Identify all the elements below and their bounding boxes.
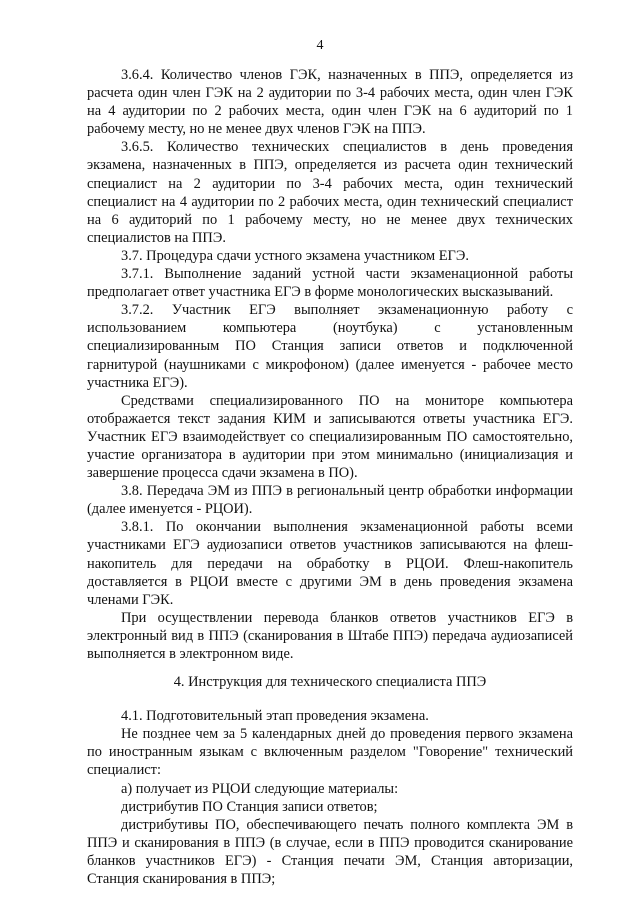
- paragraph-3-8-1: 3.8.1. По окончании выполнения экзаменационной работы всеми участниками ЕГЭ аудиозаписи ответов участников записываются на флеш-накопитель для передачи на обработку в РЦОИ. Флеш-накопитель доставляется в РЦОИ вместе с другими ЭМ в день проведения экзамена членами ГЭК.: [87, 519, 573, 608]
- paragraph-4-1: 4.1. Подготовительный этап проведения экзамена.: [121, 708, 429, 725]
- document-body: [87, 66, 573, 888]
- paragraph-item-a: а) получает из РЦОИ следующие материалы:: [121, 780, 399, 797]
- paragraph-distributives-print: дистрибутивы ПО, обеспечивающего печать полного комплекта ЭМ в ППЭ и сканирования в ППЭ (в случае, если в ППЭ проводится сканирование бланков участников ЕГЭ) - Станция печати ЭМ, Станция авторизации, Станция сканирования в ППЭ;: [87, 816, 573, 888]
- paragraph-3-6-5: 3.6.5. Количество технических специалистов в день проведения экзамена, назначенных в ППЭ, определяется из расчета один технический специалист на 2 аудитории по 3-4 рабочих места, один технический специалист на 4 аудитории по 2 рабочих места, один технический специалист на 6 аудиторий по 1 рабочему месту, но не менее двух технических специалистов на ППЭ.: [87, 139, 573, 246]
- paragraph-3-7-1: 3.7.1. Выполнение заданий устной части экзаменационной работы предполагает ответ участника ЕГЭ в форме монологических высказываний.: [87, 266, 573, 301]
- paragraph-distributive-recording: дистрибутив ПО Станция записи ответов;: [121, 798, 378, 815]
- page-number: 4: [316, 38, 324, 53]
- paragraph-3-7: 3.7. Процедура сдачи устного экзамена участником ЕГЭ.: [121, 247, 469, 264]
- paragraph-software-interaction: Средствами специализированного ПО на мониторе компьютера отображается текст задания КИМ и записываются ответы участника ЕГЭ. Участник ЕГЭ взаимодействует со специализированным ПО самостоятельно, участие организатора в аудитории при этом минимально (инициализация и завершение процесса сдачи экзамена в ПО).: [87, 392, 573, 482]
- paragraph-electronic-transfer: При осуществлении перевода бланков ответов участников ЕГЭ в электронный вид в ППЭ (сканирования в Штабе ППЭ) передача аудиозаписей выполняется в электронном виде.: [87, 609, 573, 662]
- section-heading: 4. Инструкция для технического специалиста ППЭ: [173, 674, 487, 691]
- paragraph-3-6-4: 3.6.4. Количество членов ГЭК, назначенных в ППЭ, определяется из расчета один член ГЭК на 2 аудитории по 3-4 рабочих места, один член ГЭК на 4 аудитории по 2 рабочих места, один член ГЭК на 6 аудиторий по 1 рабочему месту, но не менее двух членов ГЭК на ППЭ.: [87, 67, 573, 138]
- paragraph-3-8: 3.8. Передача ЭМ из ППЭ в региональный центр обработки информации (далее именуется - РЦОИ).: [87, 483, 573, 518]
- paragraph-deadline: Не позднее чем за 5 календарных дней до проведения первого экзамена по иностранным языкам с включенным разделом "Говорение" технический специалист:: [87, 726, 573, 779]
- paragraph-3-7-2: 3.7.2. Участник ЕГЭ выполняет экзаменационную работу с использованием компьютера (ноутбука) с установленным специализированным ПО Станция записи ответов и подключенной гарнитурой (наушниками с микрофоном) (далее именуется - рабочее место участника ЕГЭ).: [87, 302, 573, 391]
